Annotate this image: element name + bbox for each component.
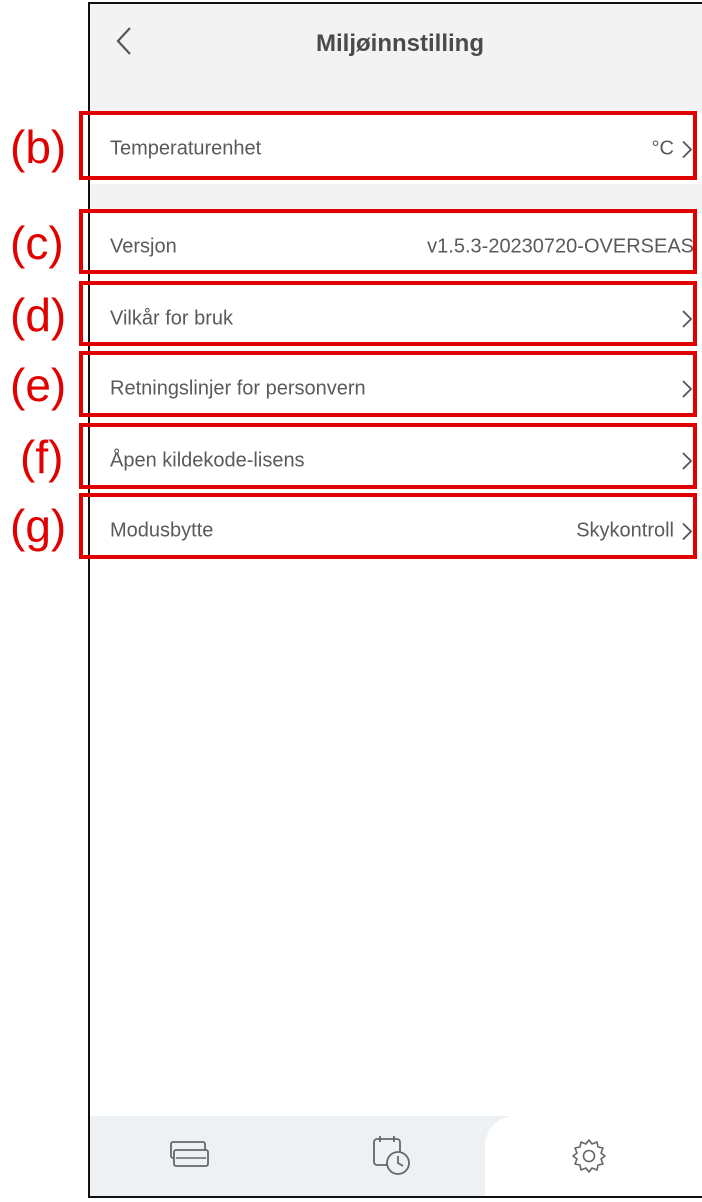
phone-screen: [88, 2, 702, 1198]
annotation-label-c: (c): [10, 217, 64, 269]
chevron-right-icon: [680, 378, 694, 400]
tab-devices[interactable]: [164, 1130, 214, 1180]
open-source-license-label: Åpen kildekode-lisens: [110, 449, 305, 472]
terms-of-use-label: Vilkår for bruk: [110, 307, 234, 330]
mode-switch-label: Modusbytte: [110, 519, 214, 542]
annotation-label-f: (f): [20, 431, 64, 483]
open-source-license-row[interactable]: [90, 428, 702, 494]
version-row: [90, 214, 702, 280]
settings-gear-icon: [570, 1136, 608, 1174]
annotation-label-b: (b): [10, 121, 67, 173]
temperature-unit-label: Temperaturenhet: [110, 137, 262, 160]
tab-settings[interactable]: [564, 1130, 614, 1180]
tab-schedule[interactable]: [366, 1130, 416, 1180]
chevron-right-icon: [680, 138, 694, 160]
annotation-label-e: (e): [10, 359, 67, 411]
mode-switch-value: Skykontroll: [576, 519, 674, 542]
terms-of-use-row[interactable]: [90, 286, 702, 352]
temperature-unit-value: °C: [651, 137, 674, 160]
privacy-policy-label: Retningslinjer for personvern: [110, 377, 366, 400]
mode-switch-row[interactable]: [90, 498, 702, 564]
version-value: v1.5.3-20230720-OVERSEAS: [427, 235, 694, 258]
header: [90, 4, 702, 96]
chevron-right-icon: [680, 308, 694, 330]
privacy-policy-row[interactable]: [90, 356, 702, 422]
annotation-label-d: (d): [10, 289, 67, 341]
chevron-right-icon: [680, 450, 694, 472]
devices-icon: [167, 1138, 211, 1172]
bottom-tab-bar: [90, 1116, 702, 1196]
page-title: Miljøinnstilling: [316, 30, 484, 57]
chevron-right-icon: [680, 520, 694, 542]
version-label: Versjon: [110, 235, 177, 258]
annotation-label-g: (g): [10, 500, 67, 552]
schedule-icon: [369, 1133, 413, 1177]
temperature-unit-row[interactable]: [90, 114, 702, 184]
